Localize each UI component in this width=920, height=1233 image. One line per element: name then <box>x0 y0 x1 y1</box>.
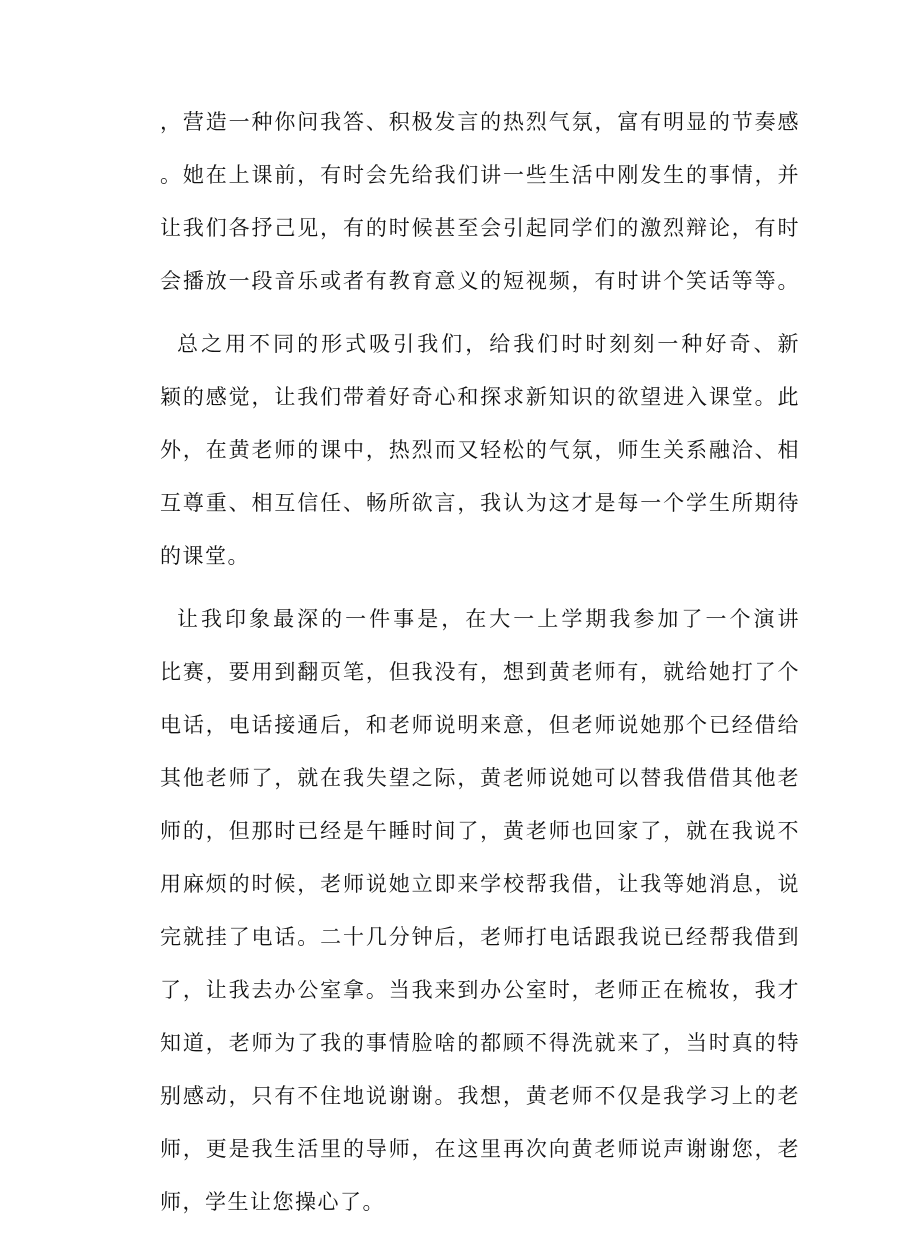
text-line: ，营造一种你问我答、积极发言的热烈气氛，富有明显的节奏感 <box>160 110 800 134</box>
text-line: 师，更是我生活里的导师，在这里再次向黄老师说声谢谢您，老 <box>160 1137 800 1161</box>
text-line: 师的，但那时已经是午睡时间了，黄老师也回家了，就在我说不 <box>160 819 800 843</box>
text-line: 了，让我去办公室拿。当我来到办公室时，老师正在梳妆，我才 <box>160 978 800 1002</box>
text-line: 会播放一段音乐或者有教育意义的短视频，有时讲个笑话等等。 <box>160 269 800 293</box>
text-line: 总之用不同的形式吸引我们，给我们时时刻刻一种好奇、新 <box>177 332 800 356</box>
paragraph-spacer <box>160 587 800 597</box>
document-body <box>160 100 800 1233</box>
text-line: 电话，电话接通后，和老师说明来意，但老师说她那个已经借给 <box>160 713 800 737</box>
text-line: 外，在黄老师的课中，热烈而又轻松的气氛，师生关系融洽、相 <box>160 438 800 462</box>
text-line: 让我们各抒己见，有的时候甚至会引起同学们的激烈辩论，有时 <box>160 216 800 240</box>
paragraph-3 <box>160 597 800 1233</box>
text-line: 。她在上课前，有时会先给我们讲一些生活中刚发生的事情，并 <box>160 163 800 187</box>
text-line: 的课堂。 <box>160 544 250 568</box>
text-line: 用麻烦的时候，老师说她立即来学校帮我借，让我等她消息，说 <box>160 872 800 896</box>
text-line: 其他老师了，就在我失望之际，黄老师说她可以替我借借其他老 <box>160 766 800 790</box>
text-line: 颖的感觉，让我们带着好奇心和探求新知识的欲望进入课堂。此 <box>160 385 800 409</box>
text-line: 互尊重、相互信任、畅所欲言，我认为这才是每一个学生所期待 <box>160 491 800 515</box>
paragraph-2 <box>160 322 800 587</box>
paragraph-spacer <box>160 312 800 322</box>
text-line: 知道，老师为了我的事情脸啥的都顾不得洗就来了，当时真的特 <box>160 1031 800 1055</box>
text-line: 让我印象最深的一件事是，在大一上学期我参加了一个演讲 <box>177 607 800 631</box>
text-line: 完就挂了电话。二十几分钟后，老师打电话跟我说已经帮我借到 <box>160 925 800 949</box>
paragraph-1 <box>160 100 800 312</box>
text-line: 师，学生让您操心了。 <box>160 1190 385 1214</box>
text-line: 比赛，要用到翻页笔，但我没有，想到黄老师有，就给她打了个 <box>160 660 800 684</box>
text-line: 别感动，只有不住地说谢谢。我想，黄老师不仅是我学习上的老 <box>160 1084 800 1108</box>
